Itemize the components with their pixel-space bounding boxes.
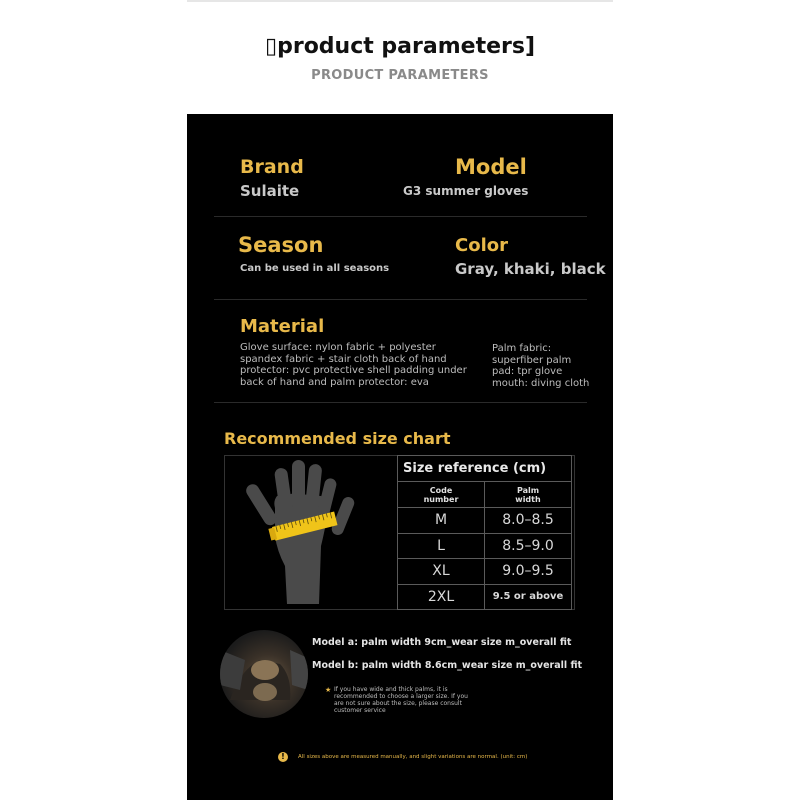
season-value: Can be used in all seasons <box>240 263 390 274</box>
divider-2 <box>214 299 587 300</box>
palm-description <box>492 343 607 389</box>
size-tip <box>334 686 484 714</box>
hand-illustration <box>225 456 397 609</box>
material-line: spandex fabric + stair cloth back of hand <box>240 353 447 365</box>
material-description <box>240 342 490 388</box>
season-label: Season <box>238 233 324 257</box>
table-caption: Size reference (cm) <box>398 456 572 482</box>
page-title <box>0 34 800 59</box>
material-line: Glove surface: nylon fabric + polyester <box>240 342 436 353</box>
tip-line: are not sure about the size, please consult <box>334 700 462 707</box>
palm-line: superfiber palm <box>492 354 572 366</box>
palm-cell: 8.5–9.0 <box>485 533 572 559</box>
col-header-code-line: Code <box>429 485 453 495</box>
col-header-palm-line: width <box>515 494 541 504</box>
col-header-palm <box>485 482 572 508</box>
col-header-palm-line: Palm <box>516 485 540 495</box>
color-value: Gray, khaki, black <box>455 260 606 278</box>
col-header-code <box>398 482 485 508</box>
tip-line: customer service <box>334 707 386 714</box>
palm-line: pad: tpr glove <box>492 366 563 377</box>
table-row <box>398 559 572 585</box>
material-line: back of hand and palm protector: eva <box>240 376 429 388</box>
size-cell: M <box>398 508 485 534</box>
page-title-text: product parameters] <box>277 34 536 59</box>
model-b-text: Model b: palm width 8.6cm_wear size m_overall fit <box>312 660 583 671</box>
title-box-glyph: ▯ <box>264 34 278 59</box>
palm-line: mouth: diving cloth <box>492 377 590 389</box>
palm-cell: 9.5 or above <box>485 584 572 610</box>
divider-3 <box>214 402 587 403</box>
col-header-code-line: number <box>423 494 459 504</box>
palm-cell: 9.0–9.5 <box>485 559 572 585</box>
page-subtitle: PRODUCT PARAMETERS <box>311 68 489 83</box>
palm-line: Palm fabric: <box>492 343 552 354</box>
brand-label: Brand <box>240 156 304 178</box>
size-cell: 2XL <box>398 584 485 610</box>
palm-cell: 8.0–8.5 <box>485 508 572 534</box>
color-label: Color <box>455 235 508 256</box>
hand-measure-icon <box>225 456 397 609</box>
footer-note: All sizes above are measured manually, and slight variations are normal. (unit: cm) <box>298 754 528 760</box>
top-divider <box>187 0 613 2</box>
gloved-hand-photo-icon <box>220 630 308 718</box>
material-label: Material <box>240 316 325 337</box>
tip-star-icon: ★ <box>325 686 332 694</box>
model-photo <box>220 630 308 718</box>
model-label: Model <box>455 155 527 179</box>
table-row <box>398 584 572 610</box>
brand-value: Sulaite <box>240 182 300 200</box>
tip-line: recommended to choose a larger size. If you <box>334 693 468 700</box>
size-chart-heading: Recommended size chart <box>224 429 451 448</box>
divider-1 <box>214 216 587 217</box>
tip-line: If you have wide and thick palms, it is <box>334 686 448 693</box>
table-row <box>398 508 572 534</box>
size-reference-table <box>397 455 572 610</box>
size-cell: L <box>398 533 485 559</box>
size-cell: XL <box>398 559 485 585</box>
material-line: protector: pvc protective shell padding under <box>240 365 467 376</box>
model-value: G3 summer gloves <box>403 184 529 198</box>
warning-icon: ! <box>278 752 288 762</box>
model-a-text: Model a: palm width 9cm_wear size m_overall fit <box>312 637 572 648</box>
parameters-panel <box>187 114 613 800</box>
table-row <box>398 533 572 559</box>
